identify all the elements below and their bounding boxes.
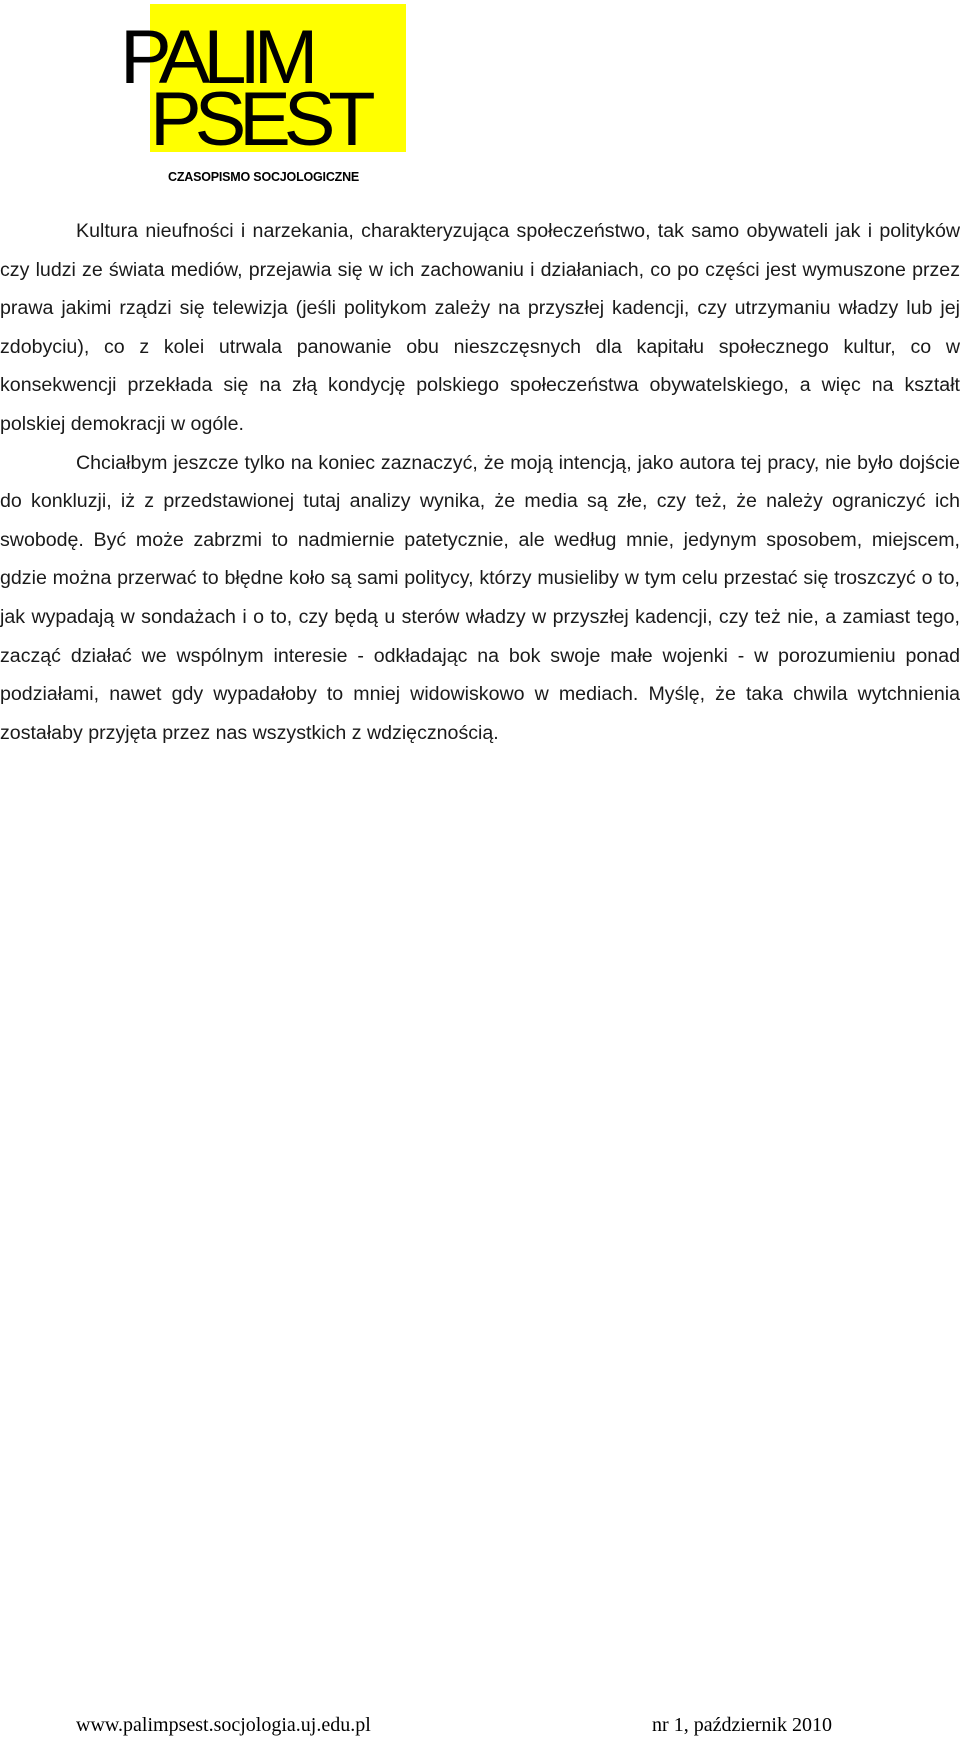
footer-url: www.palimpsest.socjologia.uj.edu.pl [76,1714,371,1736]
journal-logo [120,4,410,188]
logo-title-line2: PSEST [150,77,369,162]
article-body [0,212,960,752]
paragraph-2: Chciałbym jeszcze tylko na koniec zaznaczyć, że moją intencją, jako autora tej pracy, nie było dojście do konkluzji, iż z przedstawionej tutaj analizy wynika, że media są złe, czy też, że należy ograniczyć ich swobodę. Być może zabrzmi to nadmiernie patetycznie, ale według mnie, jedynym sposobem, miejscem, gdzie można przerwać to błędne koło są sami politycy, którzy musieliby w tym celu przestać się troszczyć o to, jak wypadają w sondażach i o to, czy będą u sterów władzy w przyszłej kadencji, czy też nie, a zamiast tego, zacząć działać we wspólnym interesie - odkładając na bok swoje małe wojenki - w porozumieniu ponad podziałami, nawet gdy wypadałoby to mniej widowiskowo w mediach. Myślę, że taka chwila wytchnienia zostałaby przyjęta przez nas wszystkich z wdzięcznością. [0,451,960,744]
footer-issue: nr 1, październik 2010 [652,1714,832,1736]
logo-title-line1: PALIM [120,15,312,100]
paragraph-1: Kultura nieufności i narzekania, charakteryzująca społeczeństwo, tak samo obywateli jak i polityków czy ludzi ze świata mediów, przejawia się w ich zachowaniu i działaniach, co po części jest wymuszone przez prawa jakimi rządzi się telewizja (jeśli politykom zależy na przyszłej kadencji, czy utrzymaniu władzy lub jej zdobyciu), co z kolei utrwala panowanie obu nieszczęsnych dla kapitału społecznego kultur, co w konsekwencji przekłada się na złą kondycję polskiego społeczeństwa obywatelskiego, a więc na kształt polskiej demokracji w ogóle. [0,220,960,435]
logo-subtitle: CZASOPISMO SOCJOLOGICZNE [168,170,360,184]
